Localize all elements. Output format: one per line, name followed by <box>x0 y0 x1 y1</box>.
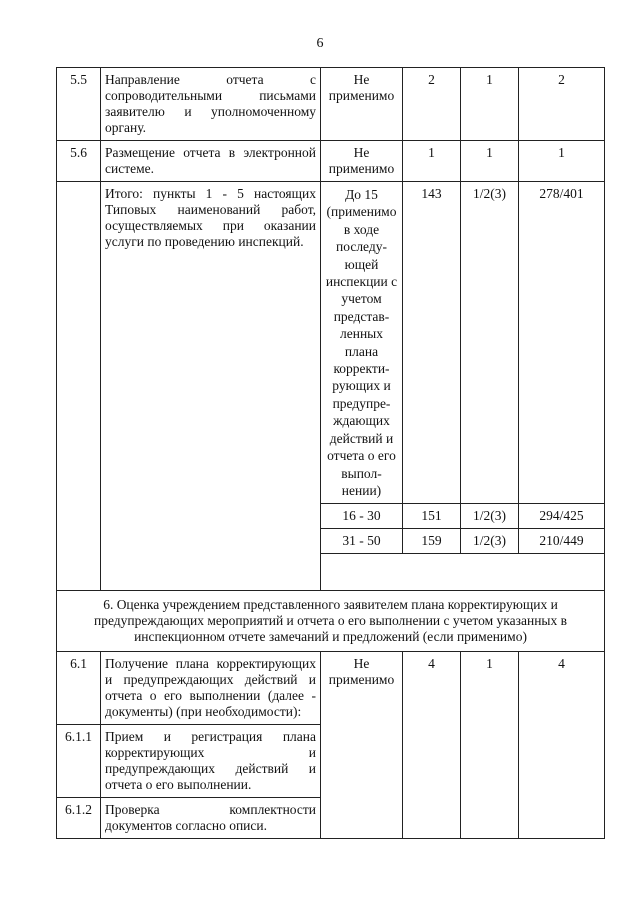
total-value-b: 1/2(3) <box>461 504 519 529</box>
row-applicability: Не применимо <box>321 141 403 182</box>
row-description: Размещение отчета в электронной системе. <box>101 141 321 182</box>
row-number: 6.1.1 <box>57 725 101 798</box>
row-value-b: 1 <box>461 652 519 839</box>
row-number: 6.1.2 <box>57 798 101 839</box>
row-value-a: 1 <box>403 141 461 182</box>
page-number: 6 <box>316 36 324 51</box>
row-value-c: 2 <box>519 68 605 141</box>
total-description: Итого: пункты 1 - 5 настоящих Типовых наименований работ, осуществляемых при оказании услуги по проведению инспекций. <box>101 182 321 591</box>
total-value-c: 294/425 <box>519 504 605 529</box>
row-value-c: 4 <box>519 652 605 839</box>
row-value-b: 1 <box>461 68 519 141</box>
row-number: 5.6 <box>57 141 101 182</box>
total-applicability: 16 - 30 <box>321 504 403 529</box>
total-value-a: 159 <box>403 529 461 554</box>
row-description: Прием и регистрация плана корректирующих и предупреждающих действий и отчета о его выполнении. <box>101 725 321 798</box>
row-value-a: 4 <box>403 652 461 839</box>
row-value-b: 1 <box>461 141 519 182</box>
table-row-total <box>57 182 605 504</box>
table-row <box>57 652 605 725</box>
table-row <box>57 68 605 141</box>
total-value-a: 151 <box>403 504 461 529</box>
total-value-c: 278/401 <box>519 182 605 504</box>
total-value-a: 143 <box>403 182 461 504</box>
row-value-c: 1 <box>519 141 605 182</box>
empty-cell <box>321 554 605 591</box>
row-description: Получение плана корректирующих и предупреждающих действий и отчета о его выполнении (далее - документы) (при необходимости): <box>101 652 321 725</box>
total-value-b: 1/2(3) <box>461 529 519 554</box>
total-value-c: 210/449 <box>519 529 605 554</box>
total-value-b: 1/2(3) <box>461 182 519 504</box>
row-applicability: Не применимо <box>321 652 403 839</box>
section-title: 6. Оценка учреждением представленного заявителем плана корректирующих и предупреждающих мероприятий и отчета о его выполнении с учетом указанных в инспекционном отчете замечаний и предложений (если применимо) <box>57 591 605 652</box>
row-number: 6.1 <box>57 652 101 725</box>
work-table <box>56 67 605 839</box>
row-description: Проверка комплектности документов согласно описи. <box>101 798 321 839</box>
total-applicability: До 15 (применимо в ходе последу-ющей инспекции с учетом представ-ленных плана корректи-рующих и предупре-ждающих действий и отчета о его выпол-нении) <box>321 182 403 504</box>
row-description: Направление отчета с сопроводительными письмами заявителю и уполномоченному органу. <box>101 68 321 141</box>
table-row <box>57 141 605 182</box>
row-value-a: 2 <box>403 68 461 141</box>
row-applicability: Не применимо <box>321 68 403 141</box>
section-heading-row <box>57 591 605 652</box>
total-number-cell <box>57 182 101 591</box>
row-number: 5.5 <box>57 68 101 141</box>
total-applicability: 31 - 50 <box>321 529 403 554</box>
